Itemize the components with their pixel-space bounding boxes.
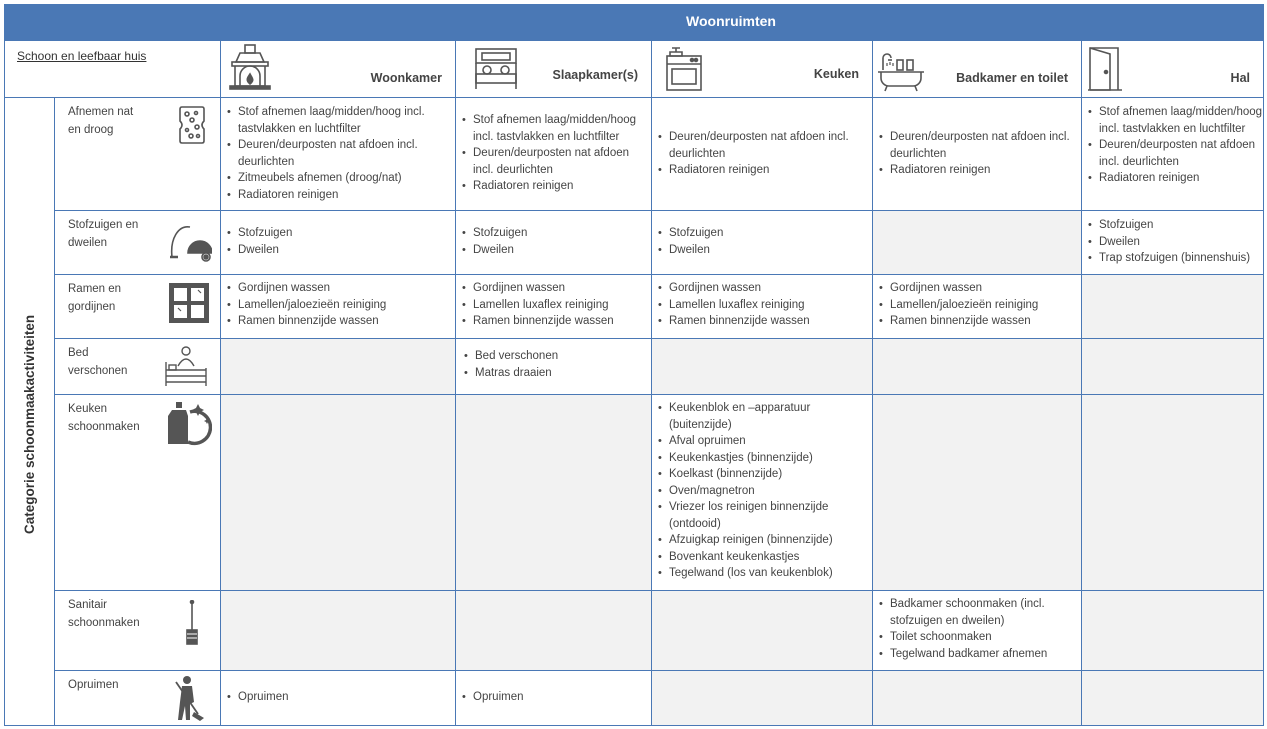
header-band	[4, 4, 1264, 40]
cell-item: • Deuren/deurposten nat afdoen incl. deurlichten	[461, 145, 649, 178]
cell-list	[226, 689, 450, 706]
cell-item: • Opruimen	[226, 689, 450, 706]
cell-item: • Gordijnen wassen	[657, 280, 869, 297]
category-label: Bed verschonen	[68, 347, 128, 377]
toilet-brush-icon	[184, 600, 200, 648]
side-label: Categorie schoonmaakactiviteiten	[22, 314, 37, 534]
cell-list	[878, 129, 1080, 179]
cell-item: • Oven/magnetron	[657, 483, 869, 500]
cell-item: • Trap stofzuigen (binnenshuis)	[1087, 250, 1265, 267]
cell-item: • Deuren/deurposten nat afdoen incl. deurlichten	[226, 137, 450, 170]
cell-item: • Lamellen luxaflex reiniging	[461, 297, 649, 314]
cell-list	[657, 280, 869, 330]
empty-cell	[220, 394, 651, 590]
cell-item: • Gordijnen wassen	[461, 280, 649, 297]
cell-item: • Zitmeubels afnemen (droog/nat)	[226, 170, 450, 187]
cell-item: • Matras draaien	[463, 365, 651, 382]
column-header-hal: Hal	[1230, 71, 1250, 85]
cell-item: • Ramen binnenzijde wassen	[878, 313, 1080, 330]
cell-list	[1087, 217, 1265, 267]
cell-list	[1087, 104, 1265, 187]
cell-item: • Badkamer schoonmaken (incl. stofzuigen en dweilen)	[878, 596, 1080, 629]
category-label: Afnemen nat en droog	[68, 106, 134, 136]
empty-cell	[1081, 590, 1264, 670]
cell-item: • Toilet schoonmaken	[878, 629, 1080, 646]
empty-cell	[220, 338, 455, 394]
empty-cell	[651, 670, 1264, 726]
sponge-icon	[178, 105, 206, 145]
cell-list	[226, 280, 450, 330]
cell-list	[657, 400, 869, 582]
cell-list	[226, 225, 450, 258]
cleaning-matrix	[4, 4, 1264, 726]
cell-item: • Dweilen	[461, 242, 649, 259]
cell-list	[226, 104, 450, 203]
cell-item: • Afzuigkap reinigen (binnenzijde)	[657, 532, 869, 549]
stove-icon	[666, 46, 702, 92]
corner-link[interactable]: Schoon en leefbaar huis	[17, 49, 147, 63]
cell-item: • Deuren/deurposten nat afdoen incl. deurlichten	[1087, 137, 1265, 170]
cell-item: • Lamellen luxaflex reiniging	[657, 297, 869, 314]
cell-item: • Afval opruimen	[657, 433, 869, 450]
cell-item: • Radiatoren reinigen	[878, 162, 1080, 179]
cell-item: • Deuren/deurposten nat afdoen incl. deurlichten	[657, 129, 869, 162]
cell-item: • Stofzuigen	[1087, 217, 1265, 234]
cell-item: • Gordijnen wassen	[226, 280, 450, 297]
cell-item: • Keukenkastjes (binnenzijde)	[657, 450, 869, 467]
person-sweeping-icon	[172, 674, 206, 722]
cell-item: • Keukenblok en –apparatuur (buitenzijde)	[657, 400, 869, 433]
cell-list	[461, 280, 649, 330]
cell-list	[878, 596, 1080, 662]
cell-item: • Stofzuigen	[657, 225, 869, 242]
cleaning-spray-icon	[162, 398, 212, 448]
empty-cell	[872, 394, 1264, 590]
header-title: Woonruimten	[686, 13, 776, 29]
empty-cell	[1081, 274, 1264, 338]
cell-item: • Bed verschonen	[463, 348, 651, 365]
cell-item: • Tegelwand (los van keukenblok)	[657, 565, 869, 582]
cell-item: • Bovenkant keukenkastjes	[657, 549, 869, 566]
fireplace-icon	[228, 44, 272, 90]
cell-list	[657, 225, 869, 258]
cell-list	[657, 129, 869, 179]
cell-list	[461, 112, 649, 195]
cell-list	[878, 280, 1080, 330]
cell-item: • Opruimen	[461, 689, 649, 706]
cell-item: • Stofzuigen	[461, 225, 649, 242]
cell-item: • Dweilen	[657, 242, 869, 259]
cell-item: • Radiatoren reinigen	[657, 162, 869, 179]
category-label: Ramen en gordijnen	[68, 283, 122, 313]
column-header-woonkamer: Woonkamer	[370, 71, 442, 85]
cell-item: • Stof afnemen laag/midden/hoog incl. tastvlakken en luchtfilter	[226, 104, 450, 137]
cell-item: • Radiatoren reinigen	[226, 187, 450, 204]
cell-item: • Dweilen	[1087, 234, 1265, 251]
cell-item: • Radiatoren reinigen	[461, 178, 649, 195]
category-label: Sanitair schoonmaken	[68, 599, 140, 629]
cell-item: • Ramen binnenzijde wassen	[226, 313, 450, 330]
cell-item: • Gordijnen wassen	[878, 280, 1080, 297]
cell-item: • Deuren/deurposten nat afdoen incl. deurlichten	[878, 129, 1080, 162]
empty-cell	[651, 338, 1264, 394]
cell-item: • Ramen binnenzijde wassen	[657, 313, 869, 330]
cell-item: • Tegelwand badkamer afnemen	[878, 646, 1080, 663]
cell-list	[461, 225, 649, 258]
cell-item: • Stofzuigen	[226, 225, 450, 242]
empty-cell	[872, 210, 1081, 274]
window-icon	[168, 282, 210, 324]
category-label: Stofzuigen en dweilen	[68, 219, 139, 249]
door-icon	[1088, 46, 1122, 92]
bed-person-icon	[162, 344, 210, 388]
cell-item: • Stof afnemen laag/midden/hoog incl. tastvlakken en luchtfilter	[1087, 104, 1265, 137]
category-label: Keuken schoonmaken	[68, 403, 140, 433]
category-label: Opruimen	[68, 679, 119, 691]
cell-item: • Stof afnemen laag/midden/hoog incl. tastvlakken en luchtfilter	[461, 112, 649, 145]
cell-item: • Dweilen	[226, 242, 450, 259]
cell-item: • Koelkast (binnenzijde)	[657, 466, 869, 483]
cell-list	[463, 348, 651, 381]
cell-item: • Radiatoren reinigen	[1087, 170, 1265, 187]
column-header-badkamer-en-toilet: Badkamer en toilet	[956, 71, 1068, 85]
column-header-slaapkamers: Slaapkamer(s)	[552, 68, 638, 82]
cell-item: • Ramen binnenzijde wassen	[461, 313, 649, 330]
cell-item: • Vriezer los reinigen binnenzijde (ontdooid)	[657, 499, 869, 532]
empty-cell	[220, 590, 872, 670]
cell-list	[461, 689, 649, 706]
vacuum-cleaner-icon	[168, 219, 212, 263]
column-header-keuken: Keuken	[813, 67, 859, 81]
cell-item: • Lamellen/jaloezieën reiniging	[226, 297, 450, 314]
cell-item: • Lamellen/jaloezieën reiniging	[878, 297, 1080, 314]
